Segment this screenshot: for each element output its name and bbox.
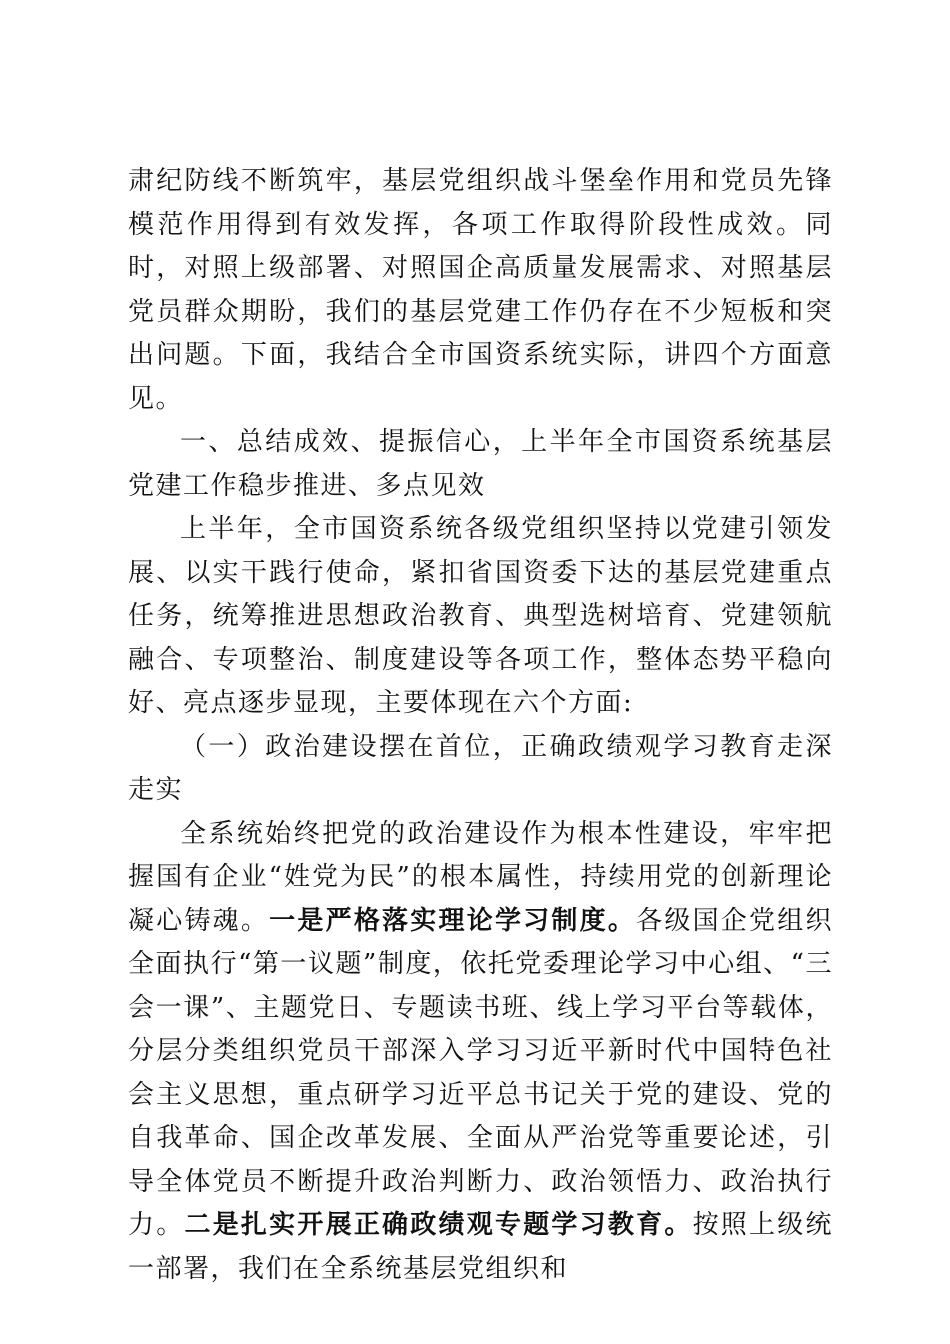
bold-point-1: 一是严格落实理论学习制度。 (269, 905, 637, 936)
paragraph-continuation (128, 160, 833, 421)
paragraph-political-building (128, 813, 833, 1292)
paragraph-text: 肃纪防线不断筑牢，基层党组织战斗堡垒作用和党员先锋模范作用得到有效发挥，各项工作取得阶段性成效。同时，对照上级部署、对照国企高质量发展需求、对照基层党员群众期盼，我们的基层党建工作仍存在不少短板和突出问题。下面，我结合全市国资系统实际，讲四个方面意见。 (128, 166, 833, 414)
paragraph-text: 各级国企党组织全面执行“第一议题”制度，依托党委理论学习中心组、“三会一课”、主题党日、专题读书班、线上学习平台等载体，分层分类组织党员干部深入学习习近平新时代中国特色社会主义思想，重点研学习近平总书记关于党的建设、党的自我革命、国企改革发展、全面从严治党等重要论述，引导全体党员不断提升政治判断力、政治领悟力、政治执行力。 (128, 905, 833, 1240)
document-body (128, 160, 833, 1291)
section-heading-1 (128, 421, 833, 508)
bold-point-2: 二是扎实开展正确政绩观专题学习教育。 (184, 1210, 693, 1240)
paragraph-text: 按照上级统一部署，我们在全系统基层党组织和 (128, 1210, 833, 1284)
paragraph-overview (128, 508, 833, 726)
paragraph-text: 上半年，全市国资系统各级党组织坚持以党建引领发展、以实干践行使命，紧扣省国资委下达的基层党建重点任务，统筹推进思想政治教育、典型选树培育、党建领航融合、专项整治、制度建设等各项工作，整体态势平稳向好、亮点逐步显现，主要体现在六个方面: (128, 514, 833, 718)
paragraph-text: 全系统始终把党的政治建设作为根本性建设，牢牢把握国有企业“姓党为民”的根本属性，持续用党的创新理论凝心铸魂。 (128, 818, 833, 936)
heading-text: （一）政治建设摆在首位，正确政绩观学习教育走深走实 (128, 731, 833, 805)
heading-text: 一、总结成效、提振信心，上半年全市国资系统基层党建工作稳步推进、多点见效 (128, 427, 833, 501)
subsection-heading-1 (128, 726, 833, 813)
